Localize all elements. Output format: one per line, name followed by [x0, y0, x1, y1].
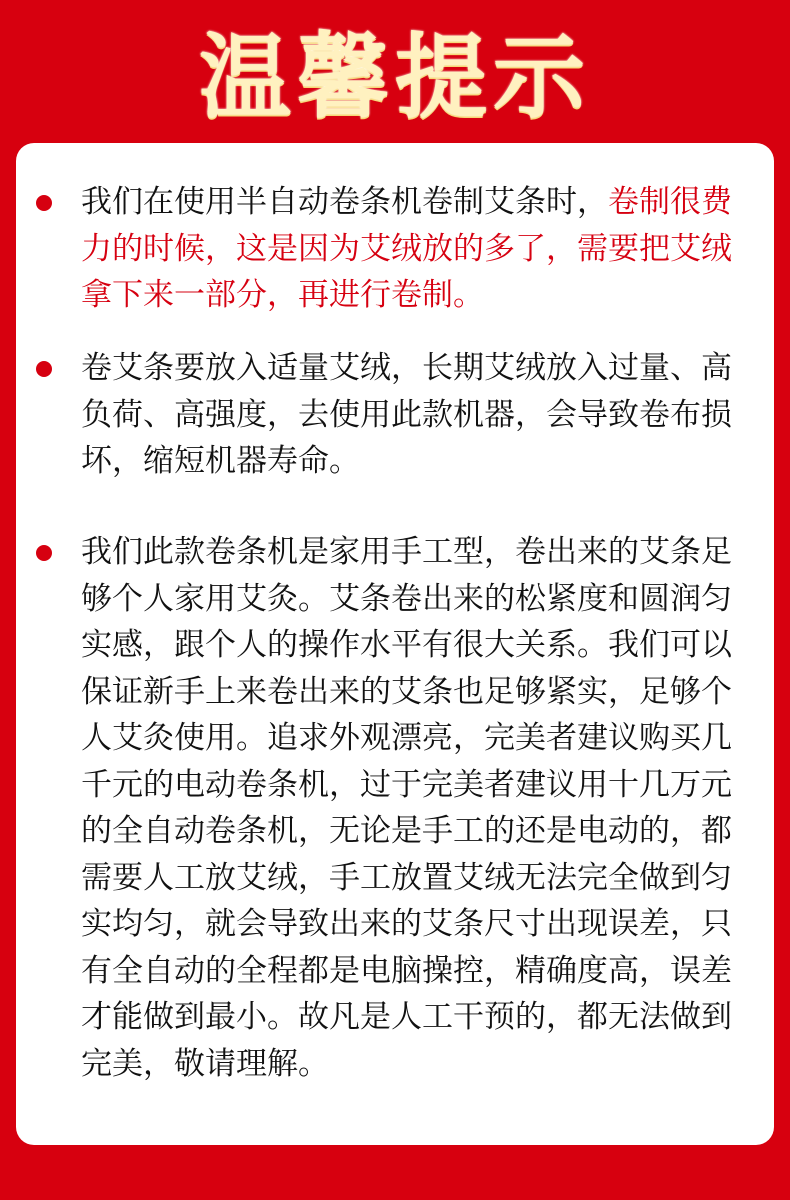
notice-3-text: 我们此款卷条机是家用手工型，卷出来的艾条足够个人家用艾灸。艾条卷出来的松紧度和圆润匀实感，跟个人的操作水平有很大关系。我们可以保证新手上来卷出来的艾条也足够紧实，足够个人艾灸使用。追求外观漂亮，完美者建议购买几千元的电动卷条机，过于完美者建议用十几万元的全自动卷条机，无论是手工的还是电动的，都需要人工放艾绒，手工放置艾绒无法完全做到匀实均匀，就会导致出来的艾条尺寸出现误差，只有全自动的全程都是电脑操控，精确度高，误差才能做到最小。故凡是人工干预的，都无法做到完美，敬请理解。	[81, 534, 732, 1082]
bullet-dot-icon	[36, 545, 52, 561]
notice-1-text: 我们在使用半自动卷条机卷制艾条时，	[81, 184, 608, 220]
page-title: 温馨提示	[198, 24, 591, 131]
notice-card	[16, 143, 774, 1145]
bullet-dot-icon	[36, 361, 52, 377]
notice-item-2	[36, 345, 736, 485]
notice-2-text: 卷艾条要放入适量艾绒，长期艾绒放入过量、高负荷、高强度，去使用此款机器，会导致卷布损坏，缩短机器寿命。	[81, 350, 732, 479]
notice-item-1	[36, 179, 736, 319]
notice-1-highlight: 卷制很费力的时候，这是因为艾绒放的多了，需要把艾绒拿下来一部分，再进行卷制。	[81, 184, 732, 313]
notice-item-3	[36, 529, 736, 1087]
bullet-dot-icon	[36, 195, 52, 211]
